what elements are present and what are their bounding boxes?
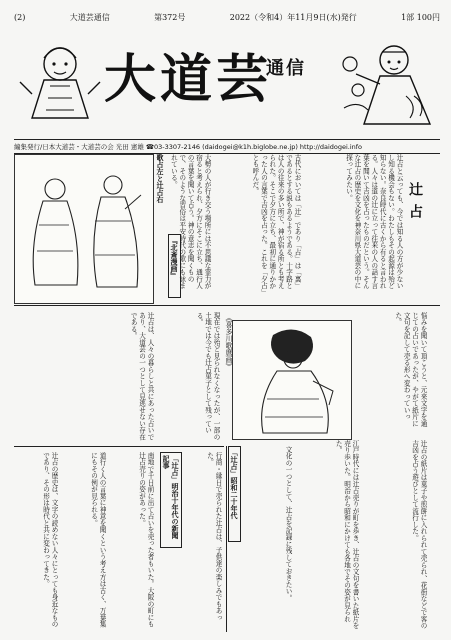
issue-price: 1部 100円 [401, 12, 440, 22]
section-label: 「辻占」明治十年代の新聞記事 [160, 452, 182, 548]
article-column: 辻占の紙片は菓子や煎餅に入れられて売られ、花街などで客の吉凶を占う遊びとして流行した。 [410, 440, 427, 629]
issue-date: 2022（令和4）年11月9日(水)発行 [229, 12, 357, 22]
clown-illustration [14, 34, 106, 126]
issue-number: 第372号 [154, 12, 186, 22]
article-column: 道行く人の言葉に神意を聞くという考え方は古く、万葉集にもその例が見られる。 [89, 452, 106, 628]
article-title: 辻占 [407, 182, 423, 226]
article-column: 文化の一つとして、辻占を記録に残しておきたい。 [284, 446, 292, 602]
column-divider [226, 446, 227, 632]
section-label: 「辻占」昭和二十年代 [228, 446, 241, 542]
article-column: 大勢の人が行き交う場所には不思議な霊力が宿ると考えられ、夕方にそこに立ち、通行人の言葉を聞いて占う。神の意志を聞くもので、そのような習俗は平安時代の歌にも詠まれている。 [169, 154, 211, 289]
section-divider [14, 305, 440, 306]
paper-subtitle: 通信 [266, 58, 306, 79]
masthead [14, 26, 440, 136]
hokusai-figure-drawing [15, 155, 153, 303]
article-column: 江戸時代には辻占売りが町を歩き、辻占の文句を書いた紙片を売り歩いた。明治から昭和にかけても各地でその姿が見られた。 [334, 440, 359, 629]
figure-utamaro [232, 320, 352, 440]
paper-title: 大道芸 [104, 50, 273, 110]
top-info-bar [14, 10, 440, 24]
page-number: (2) [14, 12, 26, 22]
utamaro-figure-drawing [233, 321, 351, 439]
juggler-illustration [334, 34, 440, 132]
article-column: 辻占は、人々の暮らしと共にあった占いであり、大道芸の一つとして見逃せない存在である。 [129, 312, 154, 441]
figure-caption: 歌占左と辻占右 [156, 154, 165, 203]
article-column: 行商・縁日で売られた辻占は、子供達の楽しみでもあった。 [205, 452, 222, 621]
article-column: 悩みを聞いて頂こうと、元来文字を通じての占いであったが、やがて紙片に文句を記して売る形へ変わっていった。 [393, 312, 427, 427]
article-column: 辻占の歴史は、文字の読めない人々にとっても身近なものであり、その形は時代と共に変わってきた。 [41, 452, 58, 628]
article-intro: 辻占と云っても、今では知る人の方が少ないし知る機会もない。わたしもその起源は殆ど知らない。奈良時代に古くから有ると言われる。人々は道の辻に立って往来の人の話す言葉を聞いて吉凶を占ったものだという。そんな辻占の歴史を文化を神奈川県大道芸の中に探ってみたい。 [344, 154, 403, 289]
article-column: 現在では殆ど見られなくなったが、一部の土地では今でも辻占菓子として残っている。 [195, 312, 220, 441]
section-divider [14, 446, 224, 447]
publisher-line: 編集発行/日本大道芸・大道芸の会 光田 憲雄 ☎03-3307-2146 (daidogei@k1h.biglobe.ne.jp) http://daidogei.info [14, 139, 440, 154]
article-column: 古代においては「辻」であり「占」は「裏」であるとする説もあるようである。十字路とは人の往来の多い所で、神が宿る所とも考えられた。そこで夕方に立ち、最初に通りかかった人の言葉で吉凶を占った。これを「夕占」とも呼んだ。 [250, 154, 301, 293]
figure-source: 『北斎漫画』 [168, 234, 181, 298]
figure-caption: 《喜多川歌麿画》 [225, 314, 233, 370]
article-column: 南地で千日前に出て占いを売った者もいた。大阪の町にも辻占売りの姿があった。 [137, 452, 154, 628]
paper-name: 大道芸通信 [69, 12, 110, 22]
figure-hokusai [14, 154, 154, 304]
